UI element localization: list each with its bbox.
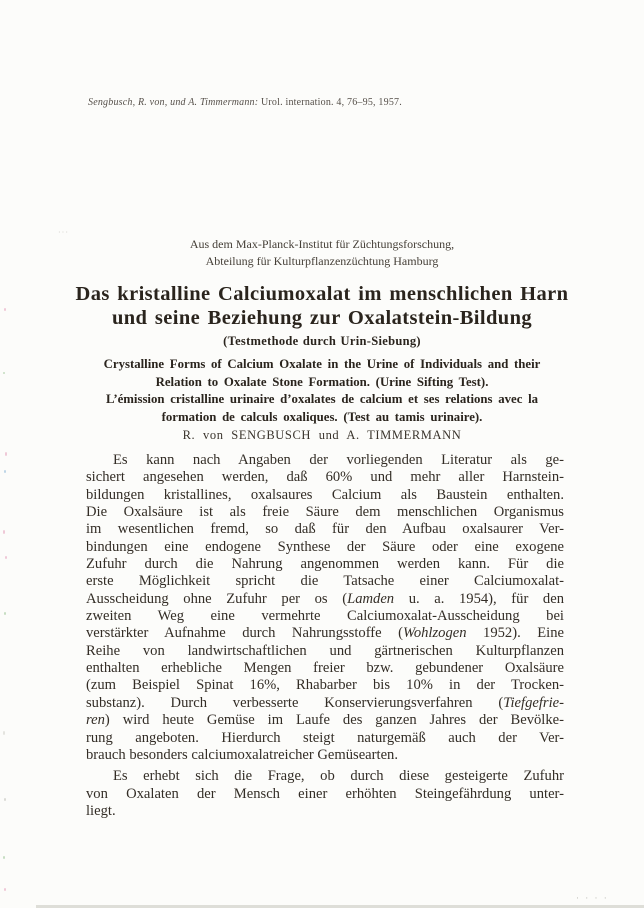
scan-speck-artifact [5, 452, 7, 456]
institute-affiliation [82, 236, 562, 269]
body-line: bildungen kristallines, oxalsaures Calcium als Baustein enthalten. [86, 486, 564, 503]
title-de-subtitle: (Testmethode durch Urin-Siebung) [223, 334, 421, 348]
citation-source: Urol. internation. 4, 76–95, 1957. [258, 97, 402, 108]
institute-line-1: Aus dem Max-Planck-Institut für Züchtungsforschung, [189, 237, 455, 251]
scan-speck-artifact: ··· [58, 228, 69, 237]
scan-speck-artifact [5, 556, 7, 559]
body-line: ren) wird heute Gemüse im Laufe des ganzen Jahres der Bevölke- [86, 712, 564, 729]
body-line: Reihe von landwirtschaftlichen und gärtnerischen Kulturpflanzen [86, 642, 564, 659]
scan-speck-artifact [3, 372, 5, 374]
body-line: Zufuhr durch die Nahrung angenommen werden kann. Für die [86, 556, 564, 573]
body-line: zweiten Weg eine vermehrte Calciumoxalat-Ausscheidung bei [86, 608, 564, 625]
authors-line: R. von SENGBUSCH und A. TIMMERMANN [182, 428, 462, 442]
citation-authors: Sengbusch, R. von, und A. Timmermann: [88, 97, 259, 108]
running-citation [88, 97, 402, 108]
title-english [75, 356, 569, 391]
page-title [60, 283, 584, 349]
scan-speck-artifact [4, 470, 6, 473]
scan-speck-artifact [4, 798, 6, 801]
scan-speck-artifact [3, 530, 5, 534]
scan-speck-artifact [4, 308, 6, 311]
body-line: enthalten erhebliche Mengen freier bzw. gebundener Oxalsäure [86, 660, 564, 677]
title-french [75, 391, 569, 426]
body-line: rung angeboten. Hierdurch steigt naturgemäß auch der Ver- [86, 729, 564, 746]
body-line: Es erhebt sich die Frage, ob durch diese gesteigerte Zufuhr [113, 768, 564, 785]
body-line: Ausscheidung ohne Zufuhr per os (Lamden u. a. 1954), für den [86, 590, 564, 607]
body-text [86, 452, 564, 824]
body-line: brauch besonders calciumoxalatreicher Gemüsearten. [86, 746, 398, 763]
title-en-line-1: Crystalline Forms of Calcium Oxalate in the Urine of Individuals and their [103, 357, 541, 371]
body-line: substanz). Durch verbesserte Konservierungsverfahren (Tiefgefrie- [86, 694, 564, 711]
paragraph [86, 452, 564, 764]
paragraph [86, 768, 564, 820]
body-line: verstärkter Aufnahme durch Nahrungsstoffe (Wohlzogen 1952). Eine [86, 625, 564, 642]
scan-speck-artifact [4, 888, 6, 891]
institute-line-2: Abteilung für Kulturpflanzenzüchtung Hamburg [205, 253, 439, 268]
body-line: Die Oxalsäure ist als freie Säure dem menschlichen Organismus [86, 504, 564, 521]
scan-speck-artifact [3, 731, 5, 735]
scan-speck-artifact [3, 856, 5, 859]
body-line: im wesentlichen fremd, so daß für den Aufbau oxalsaurer Ver- [86, 521, 564, 538]
title-de-line-2: und seine Beziehung zur Oxalatstein-Bildung [111, 306, 533, 329]
title-de-line-1: Das kristalline Calciumoxalat im menschlichen Harn [75, 283, 569, 305]
body-line: sichert angesehen werden, daß 60% und mehr aller Harnstein- [86, 469, 564, 486]
body-line: bindungen eine endogene Synthese der Säure oder eine exogene [86, 538, 564, 555]
body-line: Es kann nach Angaben der vorliegenden Literatur als ge- [113, 452, 564, 468]
body-line: (zum Beispiel Spinat 16%, Rhabarber bis 10% in der Trocken- [86, 677, 564, 694]
body-line: liegt. [86, 802, 116, 819]
title-fr-line-1: L’émission cristalline urinaire d’oxalates de calcium et ses relations avec la [105, 392, 539, 406]
scan-speck-artifact [4, 612, 6, 615]
title-fr-line-2: formation de calculs oxaliques. (Test au tamis urinaire). [161, 409, 483, 424]
body-line: von Oxalaten der Mensch einer erhöhten Steingefährdung unter- [86, 785, 564, 802]
scan-dots-artifact: · · · · [576, 893, 609, 903]
body-line: erste Möglichkeit spricht die Tatsache einer Calciumoxalat- [86, 573, 564, 590]
title-en-line-2: Relation to Oxalate Stone Formation. (Urine Sifting Test). [155, 374, 489, 389]
